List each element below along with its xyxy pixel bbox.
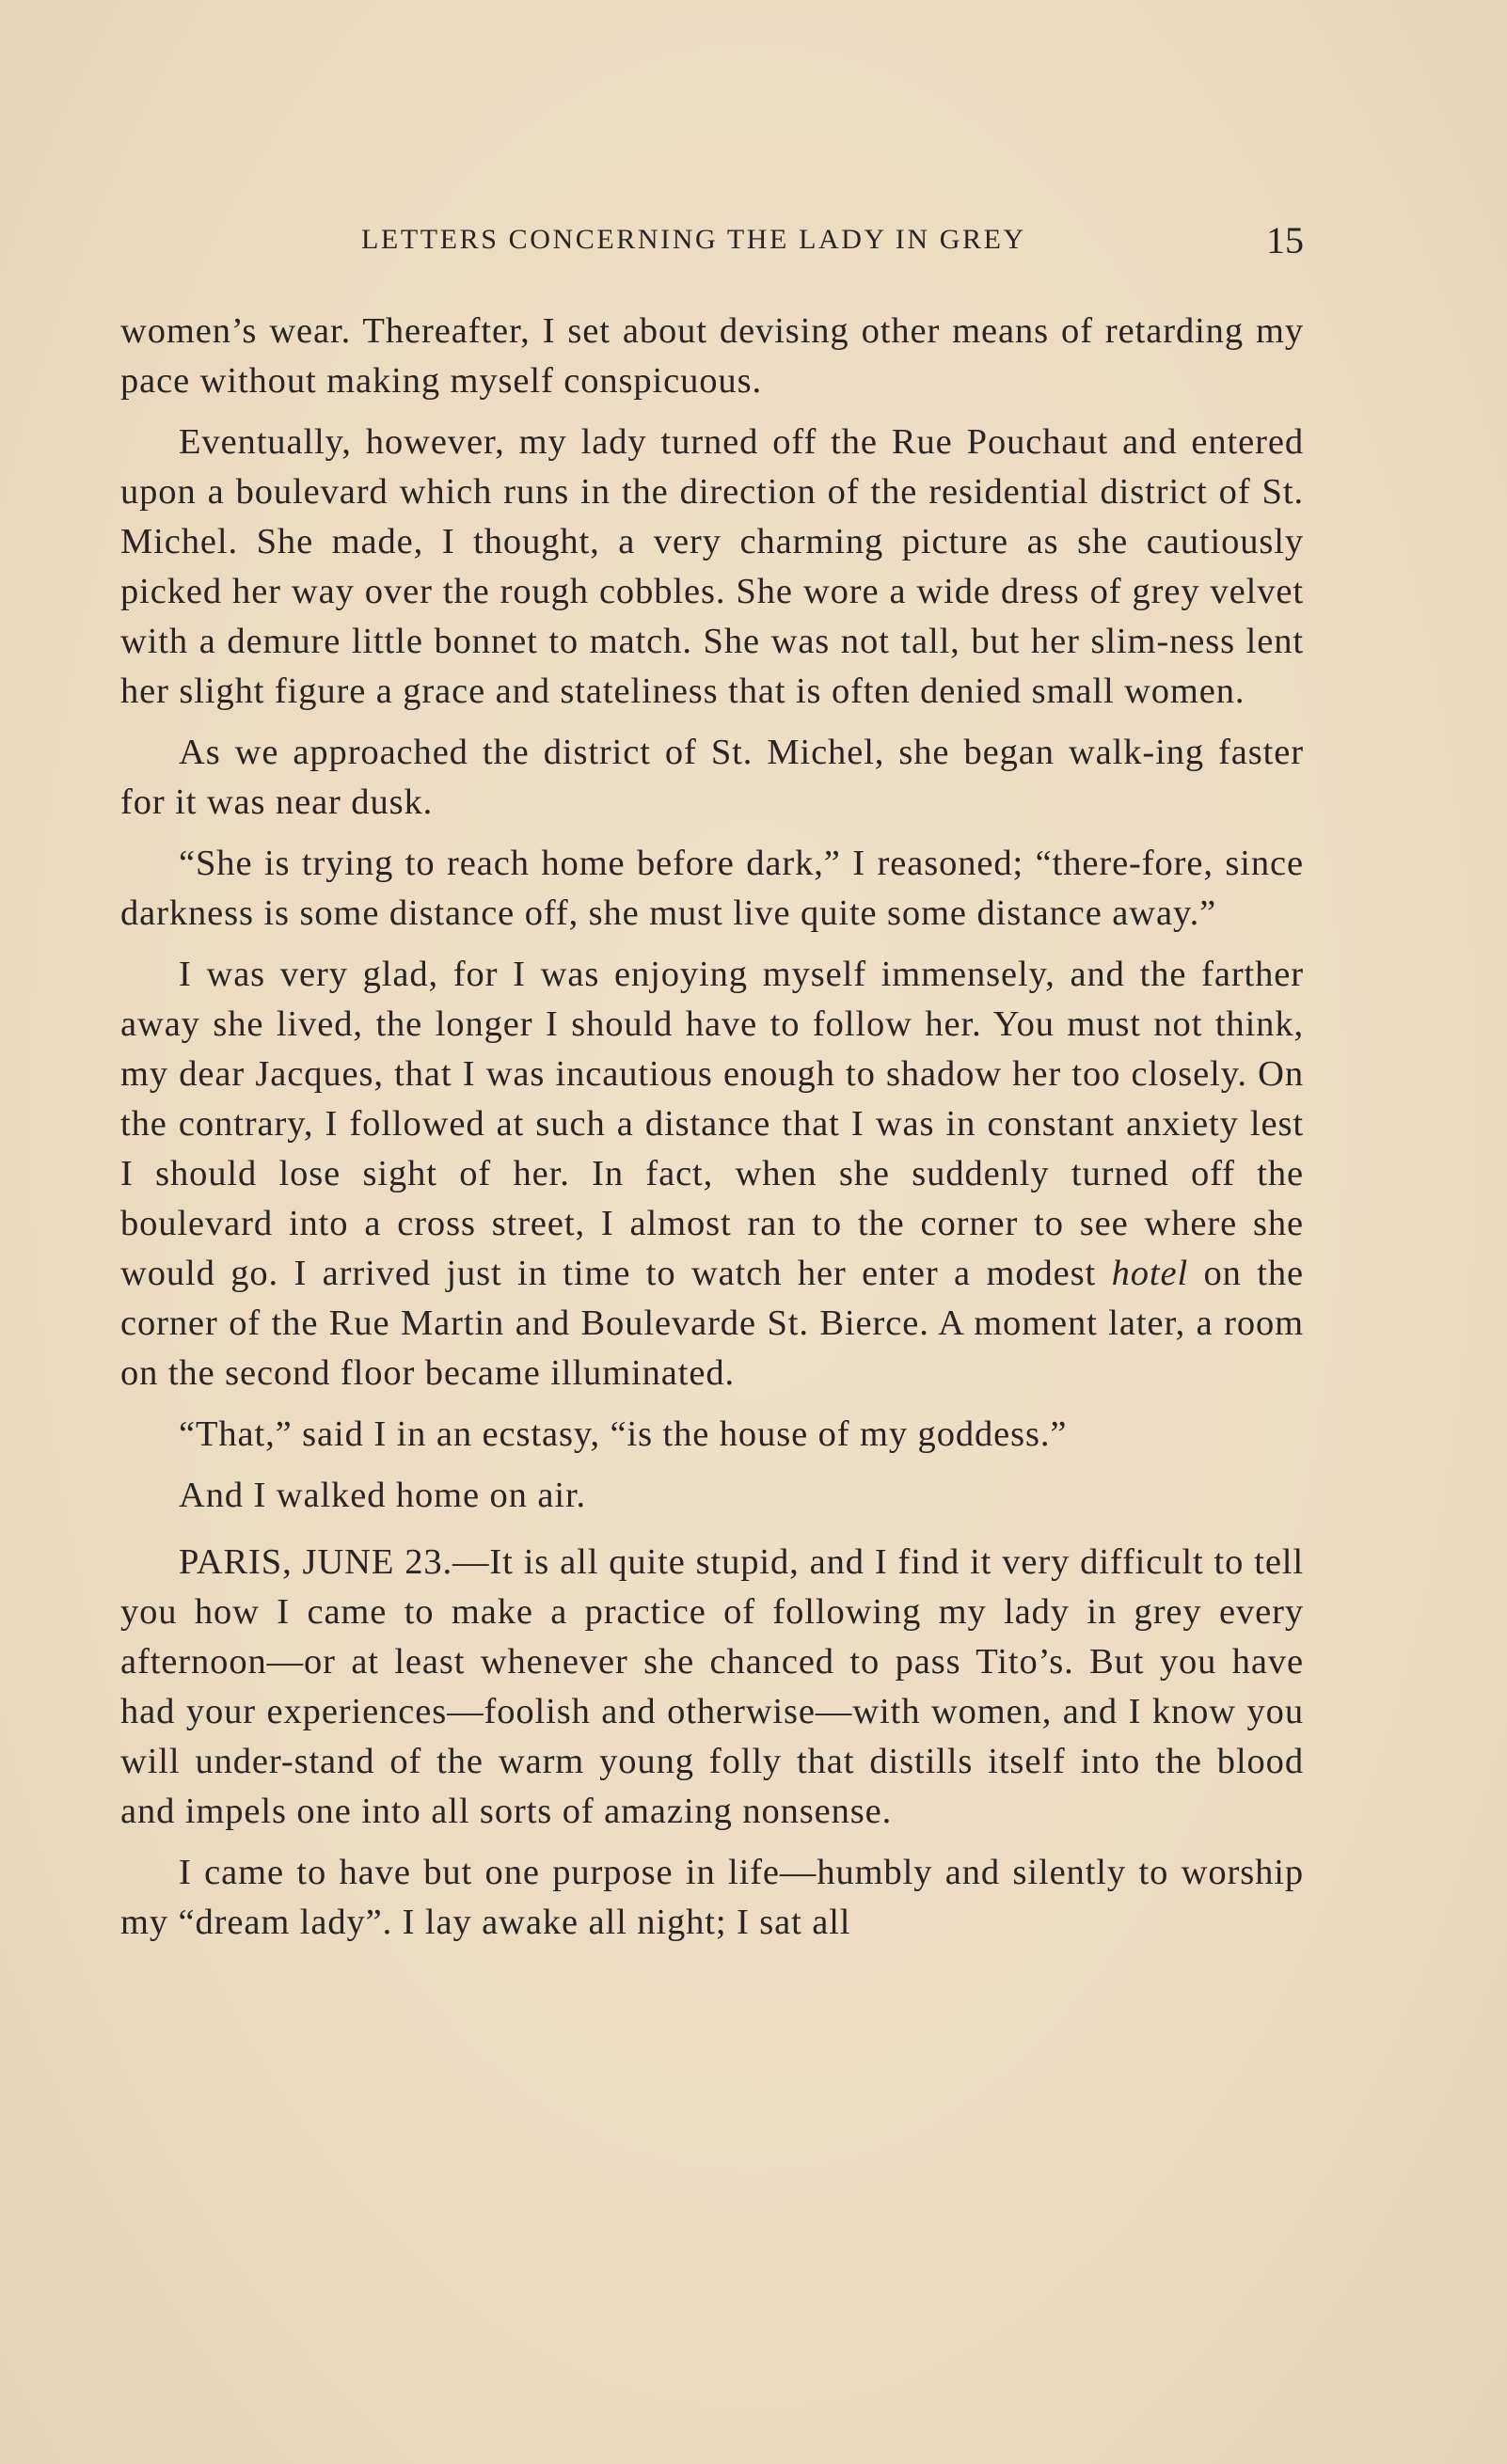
paragraph: “That,” said I in an ecstasy, “is the house of my goddess.” <box>179 1414 1068 1454</box>
italic-word: hotel <box>1111 1254 1189 1293</box>
paragraph: women’s wear. Thereafter, I set about devising other means of retarding my pace without making myself conspicuous. <box>120 311 1304 401</box>
paragraph-text: on the corner of the Rue Martin and Boulevarde St. Bierce. A moment later, a room on the second floor became illuminated. <box>120 1254 1305 1393</box>
paragraph: And I walked home on air. <box>179 1476 587 1515</box>
dated-entry-paragraph: PARIS, JUNE 23.—It is all quite stupid, and I find it very difficult to tell you how I came to make a practice of following my lady in grey every afternoon—or at least whenever she chanced to pass Tito’s. But you have had your experiences—foolish and otherwise—with women, and I know you will under-stand of the warm young folly that distills itself into the blood and impels one into all sorts of amazing nonsense. <box>120 1542 1304 1831</box>
body-text <box>120 307 1304 1959</box>
page-number: 15 <box>1266 219 1304 261</box>
paragraph <box>120 950 1304 1398</box>
paragraph: I came to have but one purpose in life—humbly and silently to worship my “dream lady”. I lay awake all night; I sat all <box>120 1853 1304 1942</box>
paragraph-text: I was very glad, for I was enjoying myself immensely, and the farther away she lived, the longer I should have to follow her. You must not think, my dear Jacques, that I was incautious enough to shadow her too closely. On the contrary, I followed at such a distance that I was in constant anxiety lest I should lose sight of her. In fact, when she suddenly turned off the boulevard into a cross street, I almost ran to the corner to see where she would go. I arrived just in time to watch her enter a modest <box>120 955 1304 1293</box>
paragraph: Eventually, however, my lady turned off the Rue Pouchaut and entered upon a boulevard which runs in the direction of the residential district of St. Michel. She made, I thought, a very charming picture as she cautiously picked her way over the rough cobbles. She wore a wide dress of grey velvet with a demure little bonnet to match. She was not tall, but her slim-ness lent her slight figure a grace and stateliness that is often denied small women. <box>120 422 1304 711</box>
running-title: LETTERS CONCERNING THE LADY IN GREY <box>361 224 1026 255</box>
running-head <box>120 218 1304 260</box>
paragraph: As we approached the district of St. Michel, she began walk-ing faster for it was near dusk. <box>120 733 1304 822</box>
paragraph: “She is trying to reach home before dark,” I reasoned; “there-fore, since darkness is some distance off, she must live quite some distance away.” <box>120 844 1304 933</box>
